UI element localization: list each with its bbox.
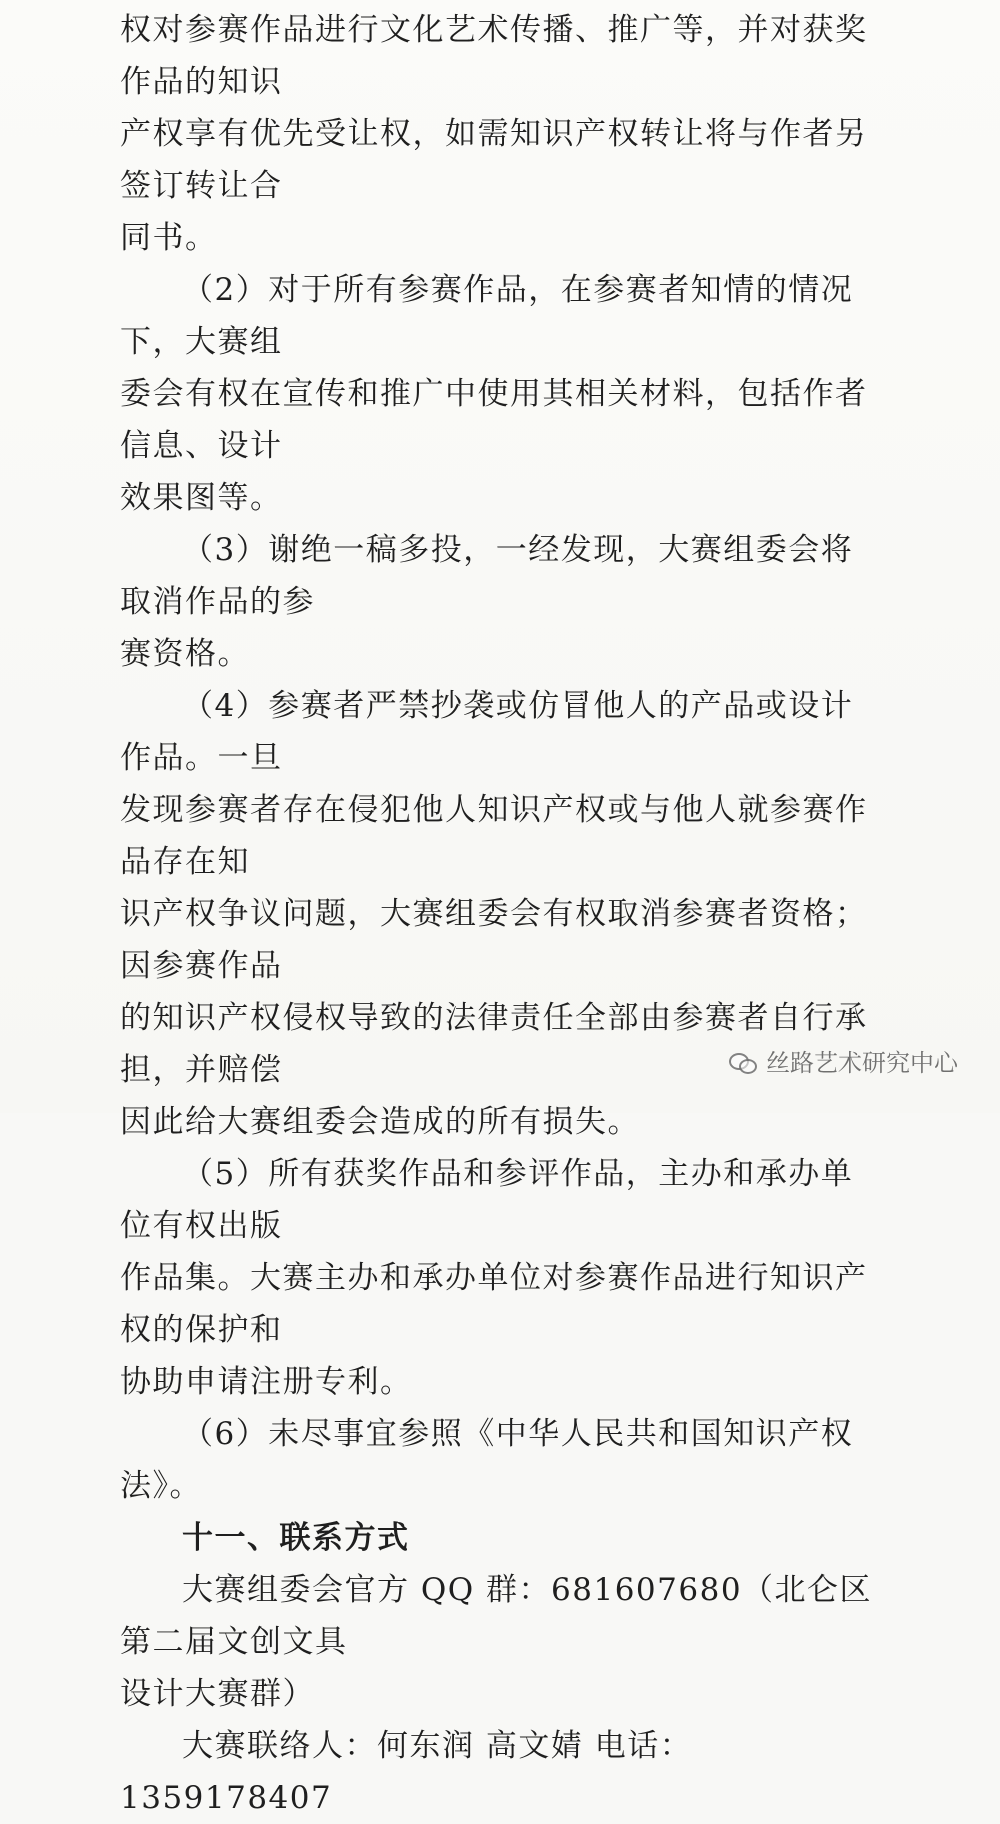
contact-qq-line-1: 大赛组委会官方 QQ 群：681607680（北仑区第二届文创文具 — [120, 1572, 873, 1660]
clause-4-line-3: 识产权争议问题，大赛组委会有权取消参赛者资格；因参赛作品 — [120, 896, 868, 984]
watermark — [728, 1051, 958, 1075]
document-content — [120, 4, 880, 1824]
contact-qq-line-2: 设计大赛群） — [120, 1676, 315, 1712]
paragraph-line-1: 权对参赛作品进行文化艺术传播、推广等，并对获奖作品的知识 — [120, 12, 868, 100]
clause-4-line-5: 因此给大赛组委会造成的所有损失。 — [120, 1104, 640, 1140]
clause-3-line-1: （3）谢绝一稿多投，一经发现，大赛组委会将取消作品的参 — [120, 532, 854, 620]
watermark-text: 丝路艺术研究中心 — [766, 1049, 958, 1077]
clause-5-line-1: （5）所有获奖作品和参评作品，主办和承办单位有权出版 — [120, 1156, 854, 1244]
clause-2-line-3: 效果图等。 — [120, 480, 283, 516]
clause-4-line-4: 的知识产权侵权导致的法律责任全部由参赛者自行承担，并赔偿 — [120, 1000, 868, 1088]
clause-2-line-1: （2）对于所有参赛作品，在参赛者知情的情况下，大赛组 — [120, 272, 854, 360]
section-heading-contact: 十一、联系方式 — [182, 1520, 410, 1556]
clause-2-line-2: 委会有权在宣传和推广中使用其相关材料，包括作者信息、设计 — [120, 376, 868, 464]
clause-6-line-1: （6）未尽事宜参照《中华人民共和国知识产权法》。 — [120, 1416, 854, 1504]
chat-bubbles-icon — [728, 1051, 758, 1075]
paragraph-line-3: 同书。 — [120, 220, 218, 256]
clause-5-line-3: 协助申请注册专利。 — [120, 1364, 413, 1400]
clause-3-line-2: 赛资格。 — [120, 636, 250, 672]
clause-5-line-2: 作品集。大赛主办和承办单位对参赛作品进行知识产权的保护和 — [120, 1260, 868, 1348]
contact-person-line: 大赛联络人：何东润 高文婧 电话：1359178407 — [120, 1728, 693, 1816]
clause-4-line-1: （4）参赛者严禁抄袭或仿冒他人的产品或设计作品。一旦 — [120, 688, 854, 776]
paragraph-line-2: 产权享有优先受让权，如需知识产权转让将与作者另签订转让合 — [120, 116, 868, 204]
clause-4-line-2: 发现参赛者存在侵犯他人知识产权或与他人就参赛作品存在知 — [120, 792, 868, 880]
